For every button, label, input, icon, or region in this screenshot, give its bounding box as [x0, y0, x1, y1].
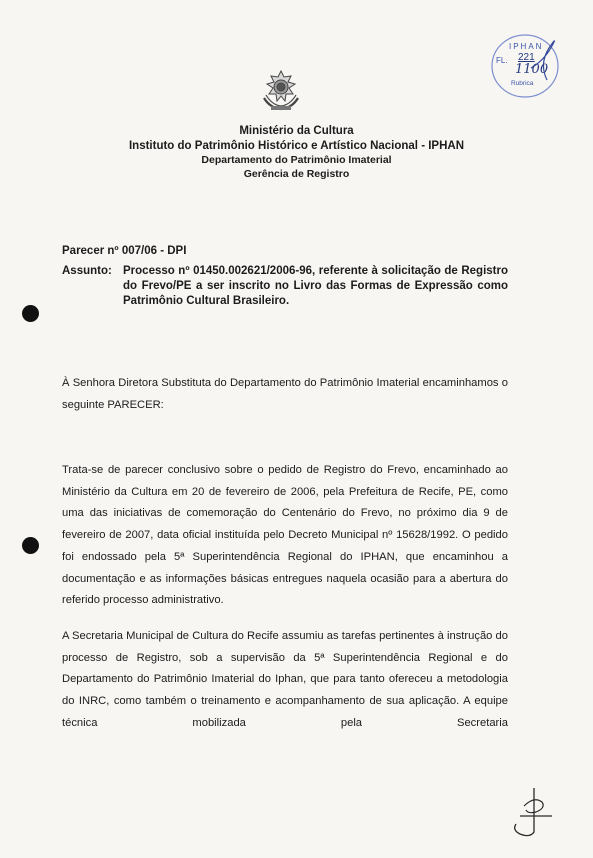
management-title: Gerência de Registro: [243, 168, 350, 180]
body-paragraph: Trata-se de parecer conclusivo sobre o pedido de Registro do Frevo, encaminhado ao Ministério da Cultura em 20 de fevereiro de 2006, pela Prefeitura de Recife, PE, como uma das iniciativas de comemoração do Centenário do Frevo, no próximo dia 9 de fevereiro de 2007, data oficial instituída pelo Decreto Municipal nº 15628/1992. O pedido foi endossado pela 5ª Superintendência Regional do IPHAN, que encaminhou a documentação e as informações básicas entregues naquela ocasião para a abertura do referido processo administrativo.: [62, 464, 508, 607]
institute-title: Instituto do Patrimônio Histórico e Artístico Nacional - IPHAN: [128, 140, 465, 152]
body-paragraph: À Senhora Diretora Substituta do Departamento do Patrimônio Imaterial encaminhamos o seguinte PARECER:: [62, 377, 508, 411]
body-paragraph: A Secretaria Municipal de Cultura do Recife assumiu as tarefas pertinentes à instrução do processo de Registro, sob a supervisão da 5ª Superintendência Regional e do Departamento do Patrimônio Imaterial do Iphan, que para tanto ofereceu a metodologia do INRC, como também o treinamento e acompanhamento de sua aplicação. A equipe técnica mobilizada pela Secretaria: [62, 630, 508, 729]
stamp-signature-label: Rubrica: [511, 80, 534, 87]
punch-hole-bottom: [22, 537, 39, 554]
stamp-org: IPHAN: [509, 42, 544, 51]
punch-hole-top: [22, 305, 39, 322]
stamp-handwritten-number: 1100: [515, 62, 549, 77]
stamp-folio-label: FL.: [496, 56, 508, 65]
department-title: Departamento do Patrimônio Imaterial: [201, 154, 392, 166]
parecer-number: Parecer nº 007/06 - DPI: [62, 245, 187, 257]
subject-text: Processo nº 01450.002621/2006-96, referente à solicitação de Registro do Frevo/PE a ser inscrito no Livro das Formas de Expressão como Patrimônio Cultural Brasileiro.: [123, 265, 508, 307]
ministry-title: Ministério da Cultura: [239, 125, 354, 137]
protocol-stamp: [487, 30, 565, 102]
signature-mark: [490, 782, 554, 840]
subject-label: Assunto:: [62, 265, 112, 277]
coat-of-arms-icon: [258, 68, 304, 114]
stamp-folio-number: 221: [518, 52, 535, 63]
